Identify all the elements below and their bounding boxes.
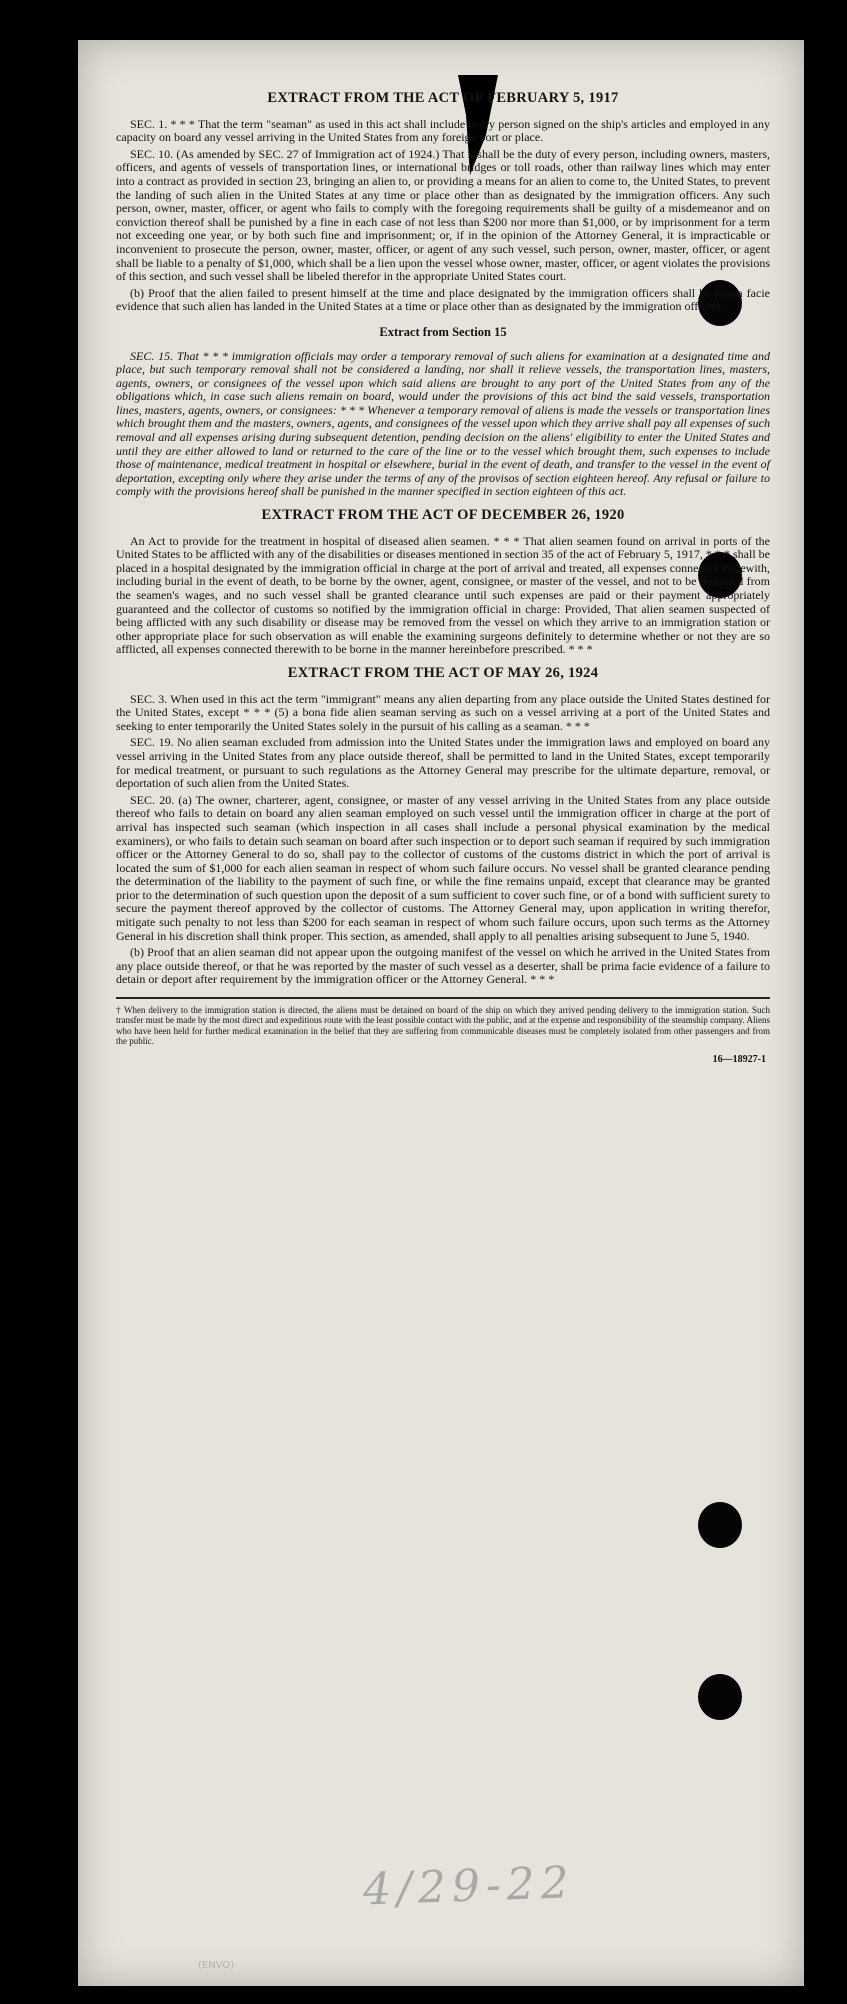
footnote: † When delivery to the immigration station is directed, the aliens must be detained on board of the ship on which they arrived pending delivery to the immigration station. Such transfer must be made by the most direct and expeditious route with the least possible contact with the public, and at the expense and responsibility of the steamship company. Aliens who have been held for further medical examination in the belief that they are suffering from communicable diseases must be completely isolated from other passengers and from the public. [116, 1005, 770, 1047]
document-page [78, 40, 804, 1986]
act-1920-text: An Act to provide for the treatment in hospital of diseased alien seamen. * * * That alien seamen found on arrival in ports of the United States to be afflicted with any of the disabilities or diseases mentioned in section 35 of the act of February 5, 1917, * * * shall be placed in a hospital designated by the immigration official in charge at the port of arrival and treated, all expenses connected therewith, including burial in the event of death, to be borne by the owner, agent, consignee, or master of the vessel, and not to be deducted from the seamen's wages, and no such vessel shall be granted clearance until such expenses are paid or their payment appropriately guaranteed and the collector of customs so notified by the immigration official in charge: Provided, That alien seamen suspected of being afflicted with any such disability or disease may be removed from the vessel on which they arrive to an immigration station or other appropriate place for such observation as will enable the examining surgeons definitely to determine whether or not they are so afflicted, all expenses connected therewith to be borne in the manner hereinbefore prescribed. * * * [116, 533, 770, 657]
section-15: SEC. 15. That * * * immigration officials may order a temporary removal of such aliens for examination at a designated time and place, but such temporary removal shall not be considered a landing, nor shall it relieve vessels, the transportation lines, masters, agents, owners, or consignees of the vessel upon which said aliens are brought to any port of the United States from any of the obligations which, in case such aliens remain on board, would under the provisions of this act bind the said vessels, transportation lines, masters, agents, owners, or consignees: * * * Whenever a temporary removal of aliens is made the vessels or transportation lines which brought them and the masters, owners, agents, and consignees of the vessel upon which they arrive shall pay all expenses of such removal and all expenses arising during subsequent detention, pending decision on the aliens' eligibility to enter the United States and until they are either allowed to land or returned to the care of the line or to the vessel which brought them, such expenses to include those of maintenance, medical treatment in hospital or elsewhere, burial in the event of death, and transfer to the vessel in the event of deportation, excepting only where they arise under the terms of any of the provisos of section eighteen hereof. Any refusal or failure to comply with the provisions hereof shall be punished in the manner specified in section eighteen of this act. [116, 348, 770, 499]
divider [116, 997, 770, 999]
stamp-text: (ENVO) [198, 1960, 235, 1971]
section-3: SEC. 3. When used in this act the term "immigrant" means any alien departing from any place outside the United States destined for the United States, except * * * (5) a bona fide alien seaman serving as such on a vessel arriving at a port of the United States and seeking to enter temporarily the United States solely in the pursuit of his calling as a seaman. * * * [116, 691, 770, 733]
section-1: SEC. 1. * * * That the term "seaman" as used in this act shall include every person signed on the ship's articles and employed in any capacity on board any vessel arriving in the United States from any foreign port or place. [116, 116, 770, 145]
document-body [116, 82, 770, 1066]
section-10b: (b) Proof that the alien failed to present himself at the time and place designated by the immigration officers shall be prima facie evidence that such alien has landed in the United States at a time or place other than as designated by the immigration officers. [116, 285, 770, 314]
heading-1924: EXTRACT FROM THE ACT OF MAY 26, 1924 [287, 664, 599, 681]
punch-hole [698, 1502, 742, 1548]
document-number: 16—18927-1 [712, 1053, 766, 1065]
handwritten-note: 4/29-22 [362, 1857, 576, 1916]
heading-1917: EXTRACT FROM THE ACT OF FEBRUARY 5, 1917 [267, 90, 619, 106]
section-10: SEC. 10. (As amended by SEC. 27 of Immigration act of 1924.) That it shall be the duty of every person, including owners, masters, officers, and agents of vessels of transportation lines, or international bridges or toll roads, other than railway lines which may enter into a contract as provided in section 23, bringing an alien to, or providing a means for an alien to come to, the United States, to prevent the landing of such alien in the United States at any time or place other than as designated by the immigration officers. Any such person, owner, master, officer, or agent who fails to comply with the foregoing requirements shall be guilty of a misdemeanor and on conviction thereof shall be punished by a fine in each case of not less than $200 nor more than $1,000, or by imprisonment for a term not exceeding one year, or by both such fine and imprisonment; or, if in the opinion of the Attorney General, it is impracticable or inconvenient to prosecute the person, owner, master, officer, or agent of any such vessel, such person, owner, master, officer, or agent shall be liable to a penalty of $1,000, which shall be a lien upon the vessel whose owner, master, officer, or agent violates the provisions of this section, and such vessel shall be libeled therefor in the appropriate United States court. [116, 146, 770, 284]
heading-1920: EXTRACT FROM THE ACT OF DECEMBER 26, 1920 [261, 507, 625, 524]
section-19: SEC. 19. No alien seaman excluded from admission into the United States under the immigration laws and employed on board any vessel arriving in the United States from any place outside thereof, shall be permitted to land in the United States, except temporarily for medical treatment, or pursuant to such regulations as the Attorney General may prescribe for the ultimate departure, removal, or deportation of such alien from the United States. [116, 735, 770, 791]
punch-hole [698, 1674, 742, 1720]
heading-section-15: Extract from Section 15 [379, 324, 507, 339]
section-20: SEC. 20. (a) The owner, charterer, agent, consignee, or master of any vessel arriving in the United States from any place outside thereof who fails to detain on board any alien seaman employed on such vessel until the immigration officer in charge at the port of arrival has inspected such seaman (which inspection in all cases shall include a personal physical examination by the medical examiners), or who fails to detain such seaman on board after such inspection or to deport such seaman if required by such immigration officer or the Attorney General to do so, shall pay to the collector of customs of the customs district in which the port of arrival is located the sum of $1,000 for each alien seaman in respect of whom such failure occurs. No vessel shall be granted clearance pending the determination of the liability to the payment of such fine, or while the fine remains unpaid, except that clearance may be granted prior to the determination of such question upon the deposit of a sum sufficient to cover such fine, or of a bond with sufficient surety to secure the payment thereof approved by the collector of customs. The Attorney General may, upon application in writing therefor, mitigate such penalty to not less than $200 for each seaman in respect of whom such failure occurs, upon such terms as the Attorney General in his discretion shall think proper. This section, as amended, shall apply to all penalties arising subsequent to June 5, 1940. [116, 792, 770, 943]
section-20b: (b) Proof that an alien seaman did not appear upon the outgoing manifest of the vessel on which he arrived in the United States from any place outside thereof, or that he was reported by the master of such vessel as a deserter, shall be prima facie evidence of a failure to detain or deport after requirement by the immigration officer or the Attorney General. * * * [116, 945, 770, 987]
